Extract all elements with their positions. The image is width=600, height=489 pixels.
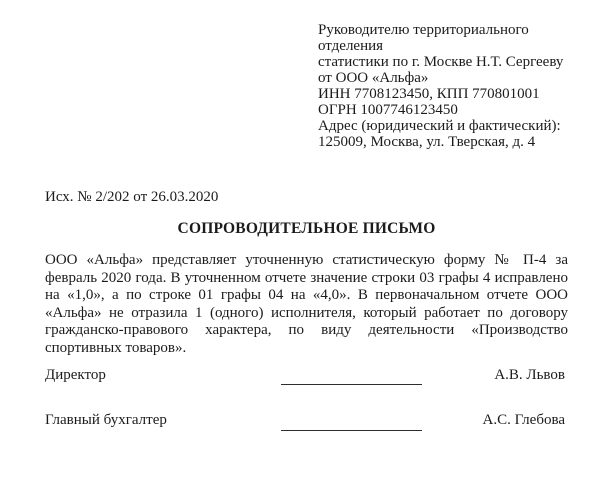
signature-name: А.В. Львов: [494, 367, 565, 383]
recipient-block: [318, 22, 584, 150]
recipient-line: Руководителю территориального: [318, 22, 529, 38]
recipient-line: отделения: [318, 38, 384, 54]
signature-name: А.С. Глебова: [482, 412, 565, 428]
recipient-line: ИНН 7708123450, КПП 770801001: [318, 86, 540, 102]
body-paragraph: ООО «Альфа» представляет уточненную статистическую форму № П-4 за февраль 2020 года. В уточненном отчете значение строки 03 графы 4 исправлено на «1,0», а по строке 01 графы 04 на «4,0». В первоначальном отчете ООО «Альфа» не отразила 1 (одного) исполнителя, который работает по договору гражданско-правового характера, по виду деятельности «Производство спортивных товаров».: [45, 252, 568, 356]
recipient-line: статистики по г. Москве Н.Т. Сергееву: [318, 54, 564, 70]
signature-line: [281, 412, 422, 431]
recipient-line: ОГРН 1007746123450: [318, 102, 458, 118]
signature-line: [281, 367, 422, 385]
signature-role: Главный бухгалтер: [45, 412, 167, 428]
signature-row-director: [45, 367, 565, 389]
recipient-line: 125009, Москва, ул. Тверская, д. 4: [318, 134, 536, 150]
signature-row-chief-accountant: [45, 412, 565, 434]
outgoing-number: Исх. № 2/202 от 26.03.2020: [45, 189, 219, 205]
recipient-line: от ООО «Альфа»: [318, 70, 429, 86]
recipient-line: Адрес (юридический и фактический):: [318, 118, 561, 134]
signature-role: Директор: [45, 367, 106, 383]
document-title: СОПРОВОДИТЕЛЬНОЕ ПИСЬМО: [177, 220, 436, 237]
